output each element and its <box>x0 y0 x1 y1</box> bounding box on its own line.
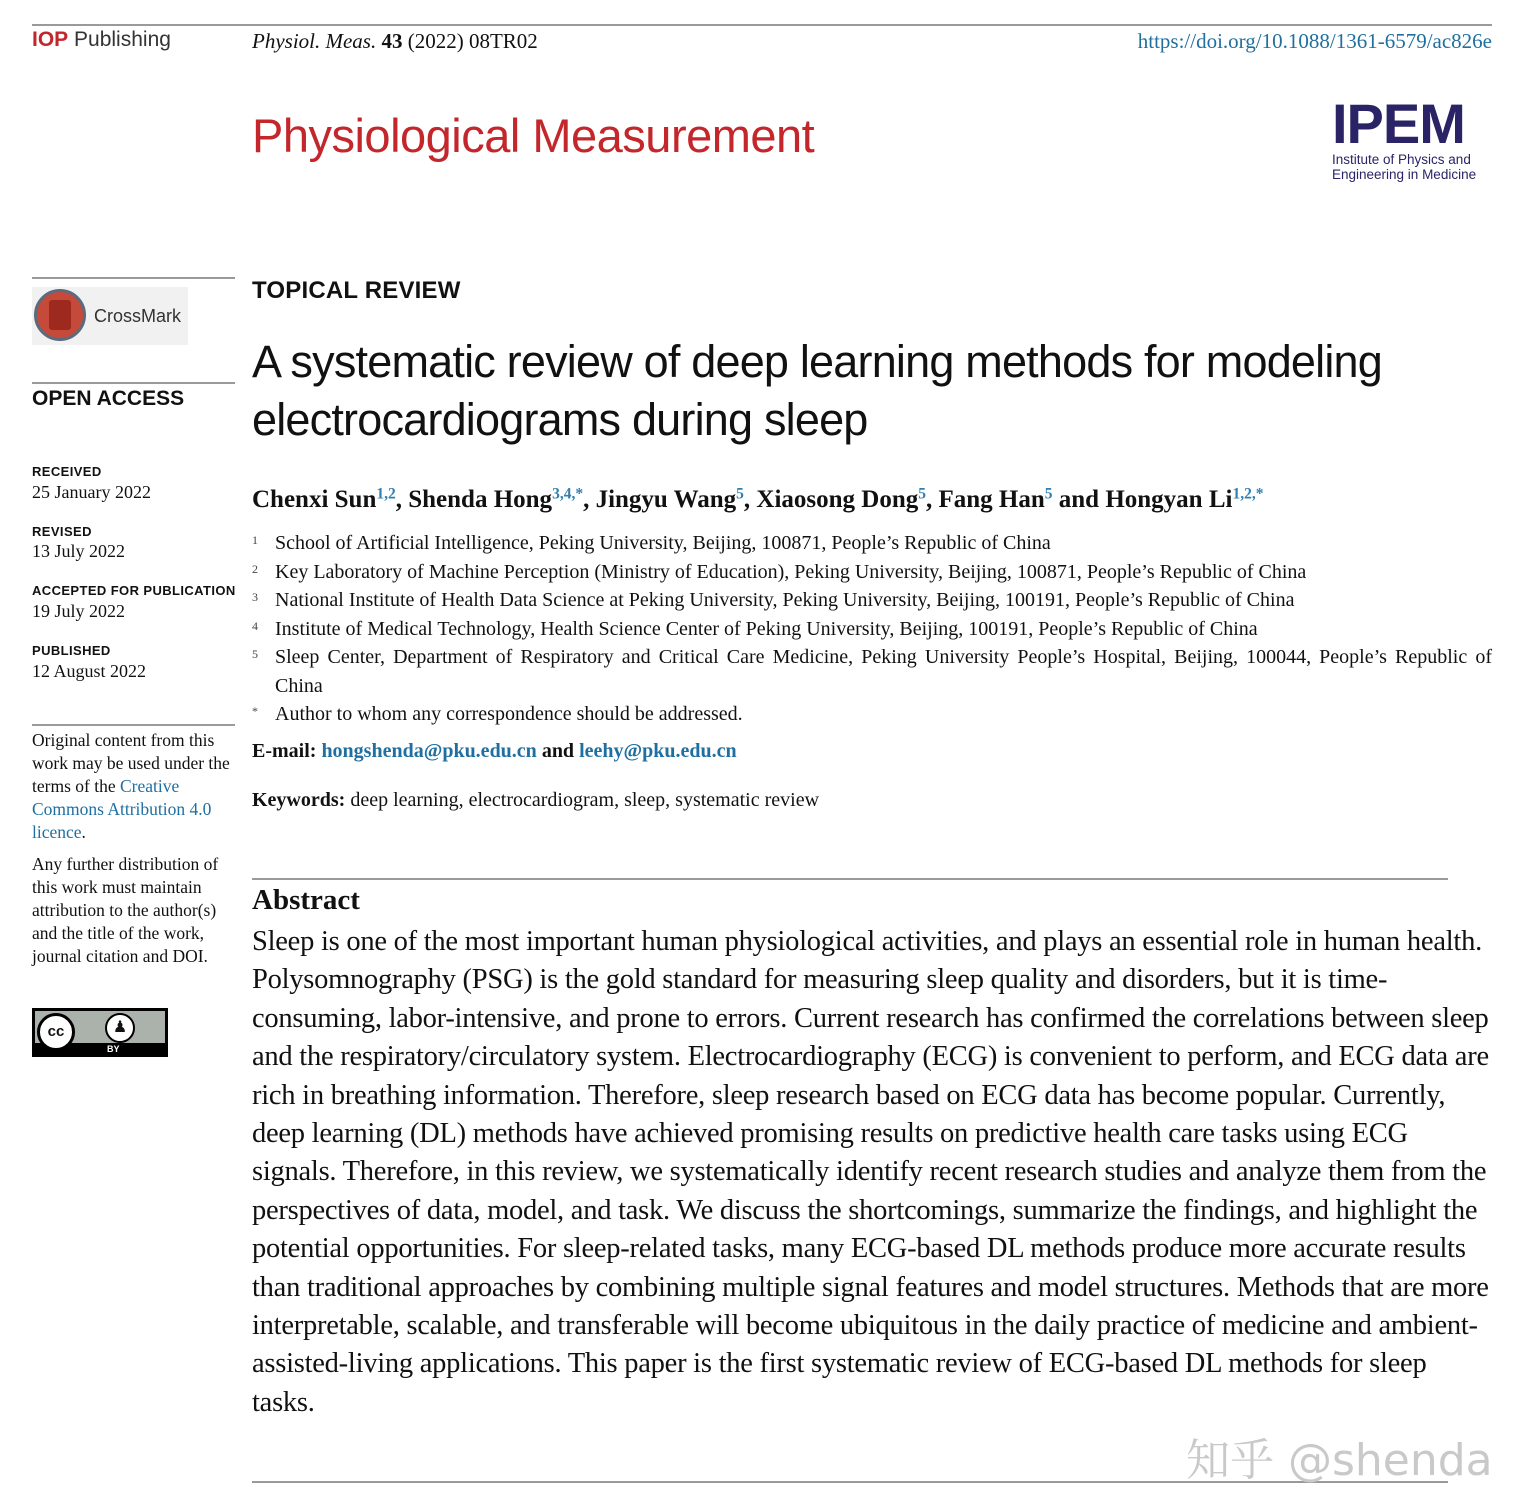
author-affil[interactable]: 5 <box>736 485 744 503</box>
author-affil[interactable]: 5 <box>918 485 926 503</box>
date-value-accepted: 19 July 2022 <box>32 601 126 621</box>
sidebar-rule-1 <box>32 277 235 279</box>
author-affil[interactable]: 1,2 <box>376 485 396 503</box>
crossmark-label: CrossMark <box>94 306 182 326</box>
abstract-heading: Abstract <box>252 884 360 916</box>
author-affil[interactable]: 5 <box>1044 485 1053 503</box>
ipem-logo <box>1332 92 1492 182</box>
email-line: E-mail: hongshenda@pku.edu.cn and leehy@pku.edu.cn <box>252 740 737 762</box>
affiliation-1: 1 School of Artificial Intelligence, Peking University, Beijing, 100871, People’s Republic of China <box>252 532 1051 554</box>
abstract-body: Sleep is one of the most important human physiological activities, and plays an essential role in human health. Polysomnography (PSG) is the gold standard for measuring sleep quality and disorders, but it is time-consuming, labor-intensive, and prone to errors. Current research has confirmed the correlations between sleep and the respiratory/circulatory system. Electrocardiography (ECG) is convenient to perform, and ECG data are rich in breathing information. Therefore, sleep research based on ECG data has become popular. Currently, deep learning (DL) methods have achieved promising results on predictive health care tasks using ECG signals. Therefore, in this review, we systematically identify recent research studies and analyze them from the perspectives of data, model, and task. We discuss the shortcomings, summarize the findings, and highlight the potential opportunities. For sleep-related tasks, many ECG-based DL methods produce more accurate results than traditional approaches by combining multiple signal features and model structures. Methods that are more interpretable, scalable, and transferable will become ubiquitous in the daily practice of medicine and ambient-assisted-living applications. This paper is the first systematic review of ECG-based DL methods for sleep tasks. <box>252 926 1489 1418</box>
correspondence-note: * Author to whom any correspondence should be addressed. <box>252 703 743 725</box>
author-list: Chenxi Sun$^{1,2}$, Shenda Hong$^{3,4,*}$, Jingyu Wang$^5$, Xiaosong Dong$^5$, Fang Han$^5$ and Hongyan $Li^{1,2,*}$ <box>252 485 1264 513</box>
crossmark-icon <box>34 289 86 341</box>
distribution-note: Any further distribution of this work must maintain attribution to the author(s) and the title of the work, journal citation and DOI. <box>32 854 219 966</box>
date-label-accepted: ACCEPTED FOR PUBLICATION <box>32 583 236 598</box>
author-name: Xiaosong Dong <box>756 486 919 513</box>
abstract-top-rule <box>252 878 1448 880</box>
cc-license-link[interactable]: Creative Commons Attribution 4.0 licence <box>32 776 212 842</box>
journal-abbrev: Physiol. Meas. <box>252 29 377 53</box>
author-name: Jingyu Wang <box>595 486 737 513</box>
open-access-label: OPEN ACCESS <box>32 387 185 410</box>
author-name: Hongyan Li <box>1105 486 1233 513</box>
article-type: TOPICAL REVIEW <box>252 277 461 304</box>
cc-icon: cc <box>37 1013 75 1051</box>
affiliation-5: 5 Sleep Center, Department of Respiratory and Critical Care Medicine, Peking University People’s Hospital, Beijing, 100044, People’s Republic of China <box>252 646 1492 697</box>
journal-title: Physiological Measurement <box>252 109 815 162</box>
crossmark-badge[interactable] <box>32 287 188 345</box>
date-value-published: 12 August 2022 <box>32 661 147 681</box>
citation-line <box>252 29 538 54</box>
watermark: 知乎 @shenda <box>1186 1435 1493 1486</box>
author-affil[interactable]: 1,2,* <box>1232 485 1264 503</box>
society-name-line2: Engineering in Medicine <box>1332 167 1477 182</box>
date-value-revised: 13 July 2022 <box>32 541 126 561</box>
ipem-logo-text: IPEM <box>1332 92 1465 155</box>
sidebar-rule-3 <box>32 724 235 726</box>
by-label: BY <box>107 1044 120 1054</box>
top-rule <box>32 24 1492 26</box>
volume: 43 <box>381 29 403 53</box>
author-name: Fang Han <box>938 486 1045 513</box>
publisher-logo: IOP Publishing <box>32 28 171 51</box>
sidebar-rule-2 <box>32 382 235 384</box>
person-icon: ♟ <box>105 1013 135 1043</box>
year-article: (2022) 08TR02 <box>407 29 538 53</box>
affiliation-4: 4 Institute of Medical Technology, Health Science Center of Peking University, Beijing, 100191, People’s Republic of China <box>252 618 1258 640</box>
article-title: A systematic review of deep learning methods for modeling electrocardiograms during sleep <box>252 336 1383 445</box>
date-label-published: PUBLISHED <box>32 643 111 658</box>
doi-link[interactable]: https://doi.org/10.1088/1361-6579/ac826e <box>1137 29 1492 53</box>
author-name: Chenxi Sun <box>252 486 377 513</box>
date-label-revised: REVISED <box>32 524 92 539</box>
email-link-1[interactable]: hongshenda@pku.edu.cn <box>321 740 537 762</box>
keywords-line: Keywords: deep learning, electrocardiogram, sleep, systematic review <box>252 789 820 811</box>
affiliation-2: 2 Key Laboratory of Machine Perception (Ministry of Education), Peking University, Beijing, 100871, People’s Republic of China <box>252 561 1307 583</box>
date-value-received: 25 January 2022 <box>32 482 151 502</box>
affiliation-3: 3 National Institute of Health Data Science at Peking University, Peking University, Beijing, 100191, People’s Republic of China <box>252 589 1295 611</box>
society-name-line1: Institute of Physics and <box>1332 152 1471 167</box>
cc-by-badge[interactable] <box>32 1008 168 1057</box>
email-link-2[interactable]: leehy@pku.edu.cn <box>579 740 737 762</box>
author-name: Shenda Hong <box>408 486 553 513</box>
author-affil[interactable]: 3,4,* <box>552 485 584 503</box>
license-note: Original content from this work may be used under the terms of the Creative Commons Attribution 4.0 licence. <box>32 730 230 842</box>
date-label-received: RECEIVED <box>32 464 102 479</box>
